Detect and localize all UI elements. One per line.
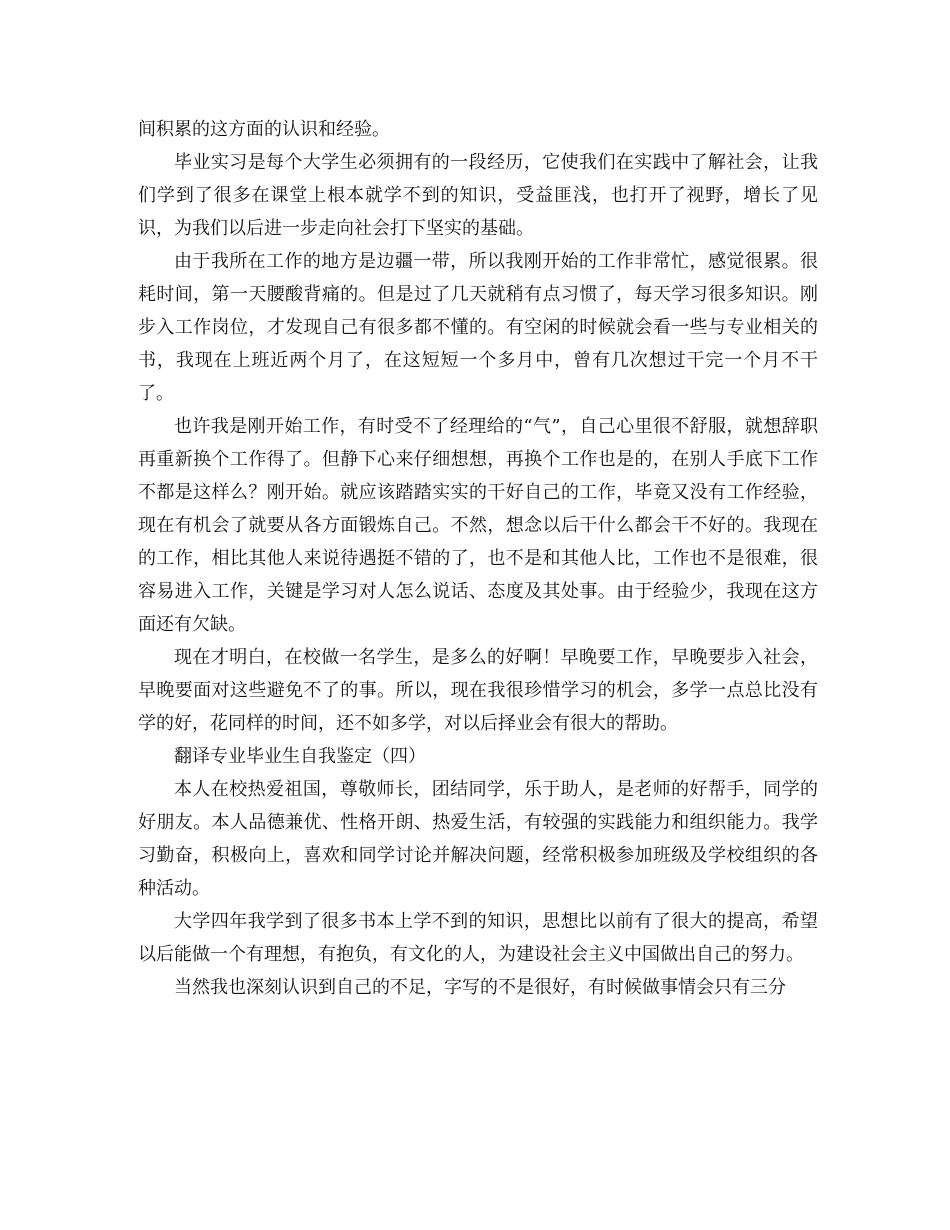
paragraph-student-reflection: 现在才明白，在校做一名学生，是多么的好啊！早晚要工作，早晚要步入社会，早晚要面对这些避免不了的事。所以，现在我很珍惜学习的机会，多学一点总比没有学的好，花同样的时间，还不如多学，对以后择业会有很大的帮助。 bbox=[138, 647, 818, 734]
paragraph-internship-value: 毕业实习是每个大学生必须拥有的一段经历，它使我们在实践中了解社会，让我们学到了很多在课堂上根本就学不到的知识，受益匪浅，也打开了视野，增长了见识，为我们以后进一步走向社会打下坚实的基础。 bbox=[138, 152, 818, 239]
paragraph-work-start: 由于我所在工作的地方是边疆一带，所以我刚开始的工作非常忙，感觉很累。很耗时间，第一天腰酸背痛的。但是过了几天就稍有点习惯了，每天学习很多知识。刚步入工作岗位，才发现自己有很多都不懂的。有空闲的时候就会看一些与专业相关的书，我现在上班近两个月了，在这短短一个多月中，曾有几次想过干完一个月不干了。 bbox=[138, 251, 818, 404]
paragraph-character: 本人在校热爱祖国，尊敬师长，团结同学，乐于助人，是老师的好帮手，同学的好朋友。本人品德兼优、性格开朗、热爱生活，有较强的实践能力和组织能力。我学习勤奋，积极向上，喜欢和同学讨论并解决问题，经常积极参加班级及学校组织的各种活动。 bbox=[138, 779, 818, 899]
paragraph-work-attitude: 也许我是刚开始工作，有时受不了经理给的“气”，自己心里很不舒服，就想辞职再重新换个工作得了。但静下心来仔细想想，再换个工作也是的，在别人手底下工作不都是这样么？刚开始。就应该踏踏实实的干好自己的工作，毕竟又没有工作经验，现在有机会了就要从各方面锻炼自己。不然，想念以后干什么都会干不好的。我现在的工作，相比其他人来说待遇挺不错的了，也不是和其他人比，工作也不是很难，很容易进入工作，关键是学习对人怎么说话、态度及其处事。由于经验少，我现在这方面还有欠缺。 bbox=[138, 416, 818, 635]
document-body bbox=[138, 113, 818, 1004]
paragraph-shortcomings: 当然我也深刻认识到自己的不足，字写的不是很好，有时候做事情会只有三分 bbox=[174, 977, 786, 998]
section-heading: 翻译专业毕业生自我鉴定（四） bbox=[174, 746, 426, 767]
paragraph-continuation: 间积累的这方面的认识和经验。 bbox=[138, 119, 390, 140]
paragraph-four-years: 大学四年我学到了很多书本上学不到的知识，思想比以前有了很大的提高，希望以后能做一个有理想，有抱负，有文化的人，为建设社会主义中国做出自己的努力。 bbox=[138, 911, 818, 965]
